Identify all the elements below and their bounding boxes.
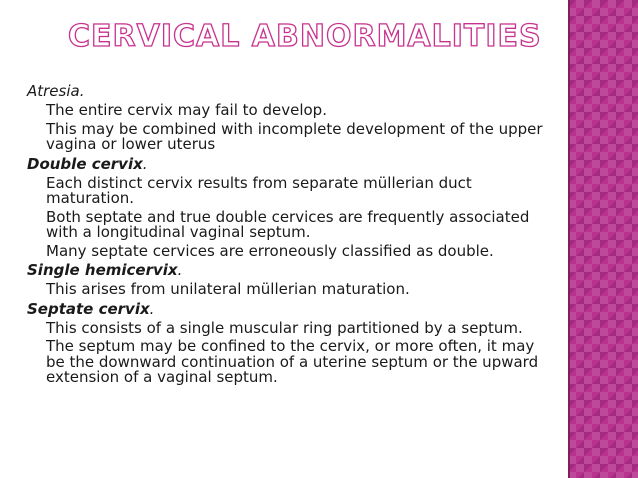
section-heading-septate-cervix: Septate cervix. xyxy=(27,299,155,318)
slide-content xyxy=(27,80,557,386)
section-heading-atresia: Atresia. xyxy=(27,82,85,100)
bullet-item: Many septate cervices are erroneously classified as double. xyxy=(46,241,494,260)
bullet-item: Each distinct cervix results from separate müllerian duct maturation. xyxy=(46,173,472,207)
bullet-item: This arises from unilateral müllerian maturation. xyxy=(46,280,410,298)
section-heading-single-hemicervix: Single hemicervix. xyxy=(27,261,183,279)
bullet-item: The septum may be confined to the cervix, or more often, it may be the downward continuation of a uterine septum or the upward extension of a vaginal septum. xyxy=(46,337,539,386)
section-heading-double-cervix: Double cervix. xyxy=(27,154,148,173)
bullet-item: The entire cervix may fail to develop. xyxy=(46,101,327,119)
slide-title: CERVICAL ABNORMALITIES xyxy=(68,19,542,54)
bullet-item: Both septate and true double cervices are frequently associated with a longitudinal vaginal septum. xyxy=(46,207,530,241)
bullet-item: This may be combined with incomplete development of the upper vagina or lower uterus xyxy=(46,119,543,153)
bullet-item: This consists of a single muscular ring partitioned by a septum. xyxy=(46,318,523,337)
decorative-side-band xyxy=(568,0,638,478)
